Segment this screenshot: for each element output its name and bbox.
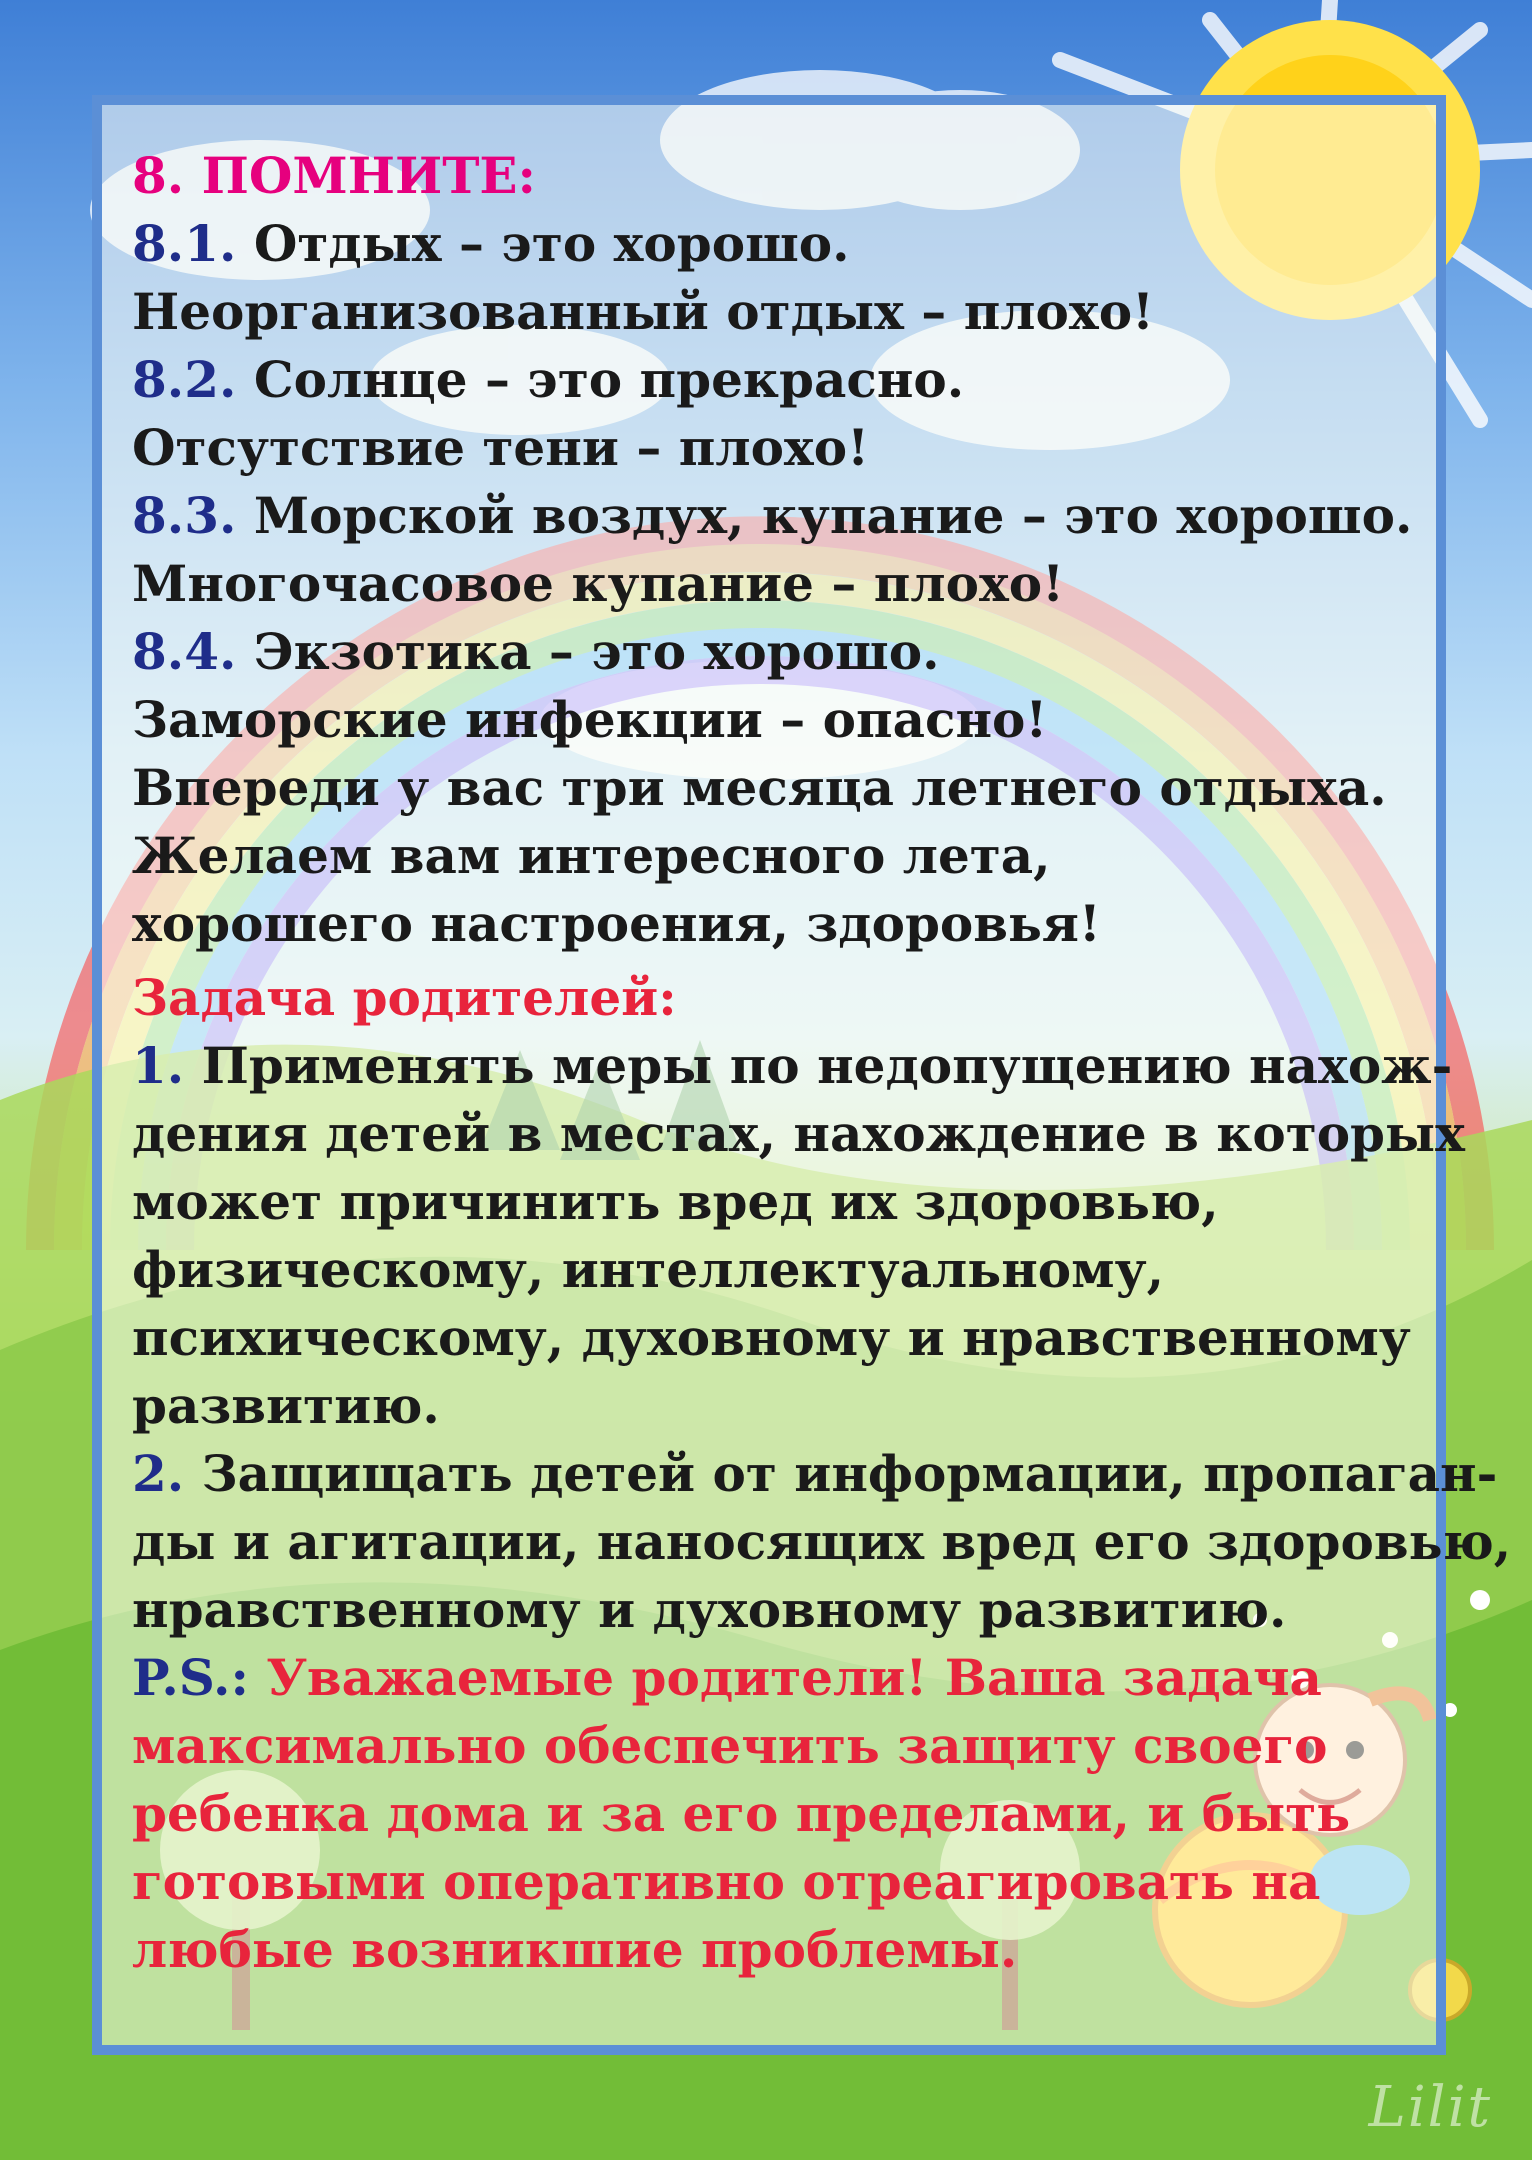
task-number: 2. (132, 1444, 185, 1503)
item-number: 8.3. (132, 486, 237, 545)
ps-line: P.S.: Уважаемые родители! Ваша задача (132, 1648, 1322, 1707)
task-number: 1. (132, 1036, 185, 1095)
memo-item-8-2 (132, 346, 1432, 414)
item-text: Отдых – это хорошо. (236, 214, 850, 273)
item-text: Экзотика – это хорошо. (236, 622, 940, 681)
memo-item-8-3-cont: Многочасовое купание – плохо! (132, 554, 1065, 613)
memo-item-8-2-cont: Отсутствие тени – плохо! (132, 418, 870, 477)
ps-line: готовыми оперативно отреагировать на (132, 1852, 1321, 1911)
memo-item-8-3 (132, 482, 1432, 550)
ps-line: любые возникшие проблемы. (132, 1920, 1018, 1979)
item-text: Солнце – это прекрасно. (236, 350, 965, 409)
task-1-line: физическому, интеллектуальному, (132, 1240, 1165, 1299)
task-1-line: может причинить вред их здоровью, (132, 1172, 1219, 1231)
task-1-line: развитию. (132, 1376, 440, 1435)
item-text: Морской воздух, купание – это хорошо. (236, 486, 1413, 545)
wish-line: Желаем вам интересного лета, (132, 826, 1051, 885)
ps-line: ребенка дома и за его пределами, и быть (132, 1784, 1351, 1843)
watermark: Lilit (1368, 2075, 1492, 2140)
poster-text (132, 142, 1512, 1984)
item-number: 8.1. (132, 214, 237, 273)
task-2-line: ды и агитации, наносящих вред его здоровью, (132, 1512, 1512, 1571)
wish-line: хорошего настроения, здоровья! (132, 894, 1101, 953)
task-2-line: 2. Защищать детей от информации, пропаган- (132, 1444, 1498, 1503)
ps-line: максимально обеспечить защиту своего (132, 1716, 1328, 1775)
memo-item-8-1-cont: Неорганизованный отдых – плохо! (132, 282, 1154, 341)
task-1-line: психическому, духовному и нравственному (132, 1308, 1411, 1367)
memo-item-8-1 (132, 210, 1432, 278)
ps-label: P.S.: (132, 1648, 249, 1707)
item-number: 8.2. (132, 350, 237, 409)
wish-line: Впереди у вас три месяца летнего отдыха. (132, 758, 1387, 817)
task-1-line: дения детей в местах, нахождение в которых (132, 1104, 1465, 1163)
memo-heading: 8. ПОМНИТЕ: (132, 146, 536, 205)
task-1-line: 1. Применять меры по недопущению нахож- (132, 1036, 1453, 1095)
task-2-line: нравственному и духовному развитию. (132, 1580, 1287, 1639)
tasks-heading: Задача родителей: (132, 968, 677, 1027)
item-number: 8.4. (132, 622, 237, 681)
memo-item-8-4 (132, 618, 1432, 686)
memo-item-8-4-cont: Заморские инфекции – опасно! (132, 690, 1048, 749)
